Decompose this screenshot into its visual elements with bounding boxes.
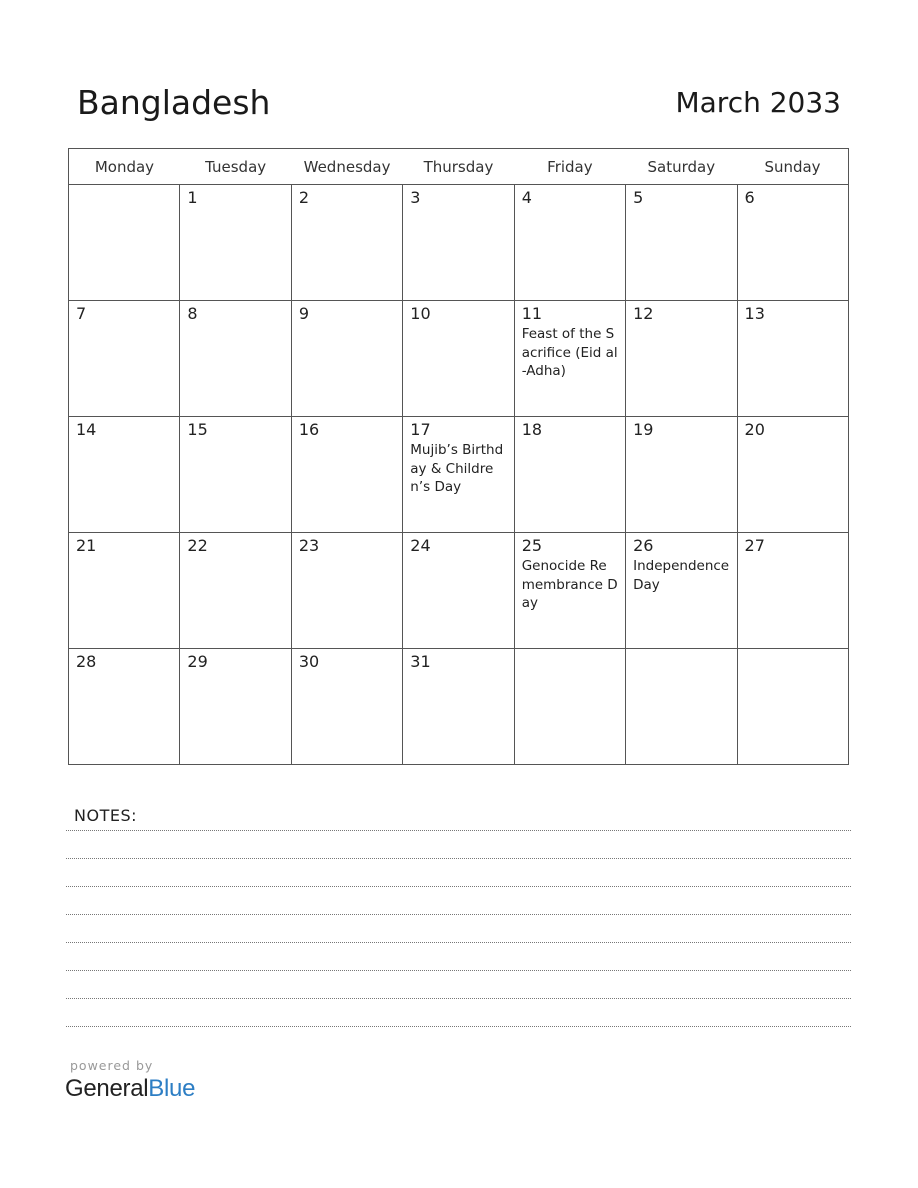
brand-text-blue: Blue [148,1075,196,1102]
weekday-header: Tuesday [180,149,291,185]
empty-day-cell [514,649,625,765]
calendar-grid [68,148,849,765]
day-cell [180,533,291,649]
note-line [66,1026,851,1027]
day-number: 28 [76,652,97,671]
day-cell [403,185,514,301]
day-cell [291,533,402,649]
day-cell [180,417,291,533]
day-cell [626,185,737,301]
empty-day-cell [626,649,737,765]
day-number: 3 [410,188,421,207]
note-line [66,830,851,831]
day-number: 25 [521,536,543,555]
weekday-header: Thursday [403,149,514,185]
day-number: 7 [76,304,87,323]
day-cell [69,649,180,765]
powered-by-text: powered by [70,1058,154,1073]
day-number: 22 [187,536,208,555]
note-line [66,970,851,971]
note-line [66,942,851,943]
day-number: 27 [744,536,765,555]
country-title: Bangladesh [77,83,271,122]
day-cell [514,417,625,533]
day-cell [626,301,737,417]
holiday-label: Mujib’s Birthday & Children’s Day [410,442,504,495]
weekday-header: Wednesday [291,149,402,185]
month-year-title: March 2033 [675,86,841,119]
day-number: 8 [187,304,198,323]
day-cell [626,417,737,533]
notes-label: NOTES: [74,806,137,825]
calendar-week-row [69,533,849,649]
day-cell [291,185,402,301]
day-number: 4 [521,188,532,207]
weekday-header: Saturday [626,149,737,185]
weekday-header-row [69,149,849,185]
note-line [66,886,851,887]
day-cell [69,533,180,649]
calendar-body [69,185,849,765]
day-cell [69,417,180,533]
day-number: 18 [521,420,543,439]
day-cell [403,301,514,417]
note-line [66,914,851,915]
empty-day-cell [69,185,180,301]
day-number: 5 [633,188,644,207]
generalblue-logo[interactable] [65,1073,195,1105]
day-number: 30 [298,652,320,671]
day-number: 26 [633,536,654,555]
weekday-header: Sunday [737,149,848,185]
holiday-label: Feast of the Sacrifice (Eid al-Adha) [521,326,618,379]
weekday-header: Friday [514,149,625,185]
day-cell [514,301,625,417]
day-number: 20 [744,420,765,439]
day-cell [514,533,625,649]
brand-text-general: General [65,1075,149,1102]
day-number: 11 [521,304,543,323]
day-number: 6 [744,188,755,207]
day-number: 1 [187,188,198,207]
day-cell [180,185,291,301]
holiday-label: Independence Day [633,558,730,593]
day-number: 14 [76,420,97,439]
day-cell [737,417,848,533]
day-number: 13 [744,304,765,323]
day-cell [180,301,291,417]
day-cell [291,417,402,533]
calendar-week-row [69,649,849,765]
calendar-week-row [69,301,849,417]
note-line [66,858,851,859]
note-line [66,998,851,999]
day-number: 2 [298,188,310,207]
calendar-week-row [69,185,849,301]
day-cell [291,649,402,765]
day-cell [403,533,514,649]
day-number: 15 [187,420,208,439]
day-cell [403,649,514,765]
day-cell [737,185,848,301]
day-number: 21 [76,536,97,555]
day-cell [69,301,180,417]
calendar-week-row [69,417,849,533]
day-cell [737,301,848,417]
day-number: 17 [410,420,431,439]
day-number: 24 [410,536,431,555]
day-cell [291,301,402,417]
day-number: 23 [298,536,320,555]
holiday-label: Genocide Remembrance Day [521,558,618,611]
day-number: 29 [187,652,208,671]
day-number: 31 [410,652,431,671]
day-number: 16 [298,420,320,439]
day-cell [626,533,737,649]
day-number: 10 [410,304,431,323]
day-number: 9 [298,304,310,323]
day-number: 19 [633,420,654,439]
day-cell [180,649,291,765]
empty-day-cell [737,649,848,765]
day-cell [514,185,625,301]
day-number: 12 [633,304,654,323]
weekday-header: Monday [69,149,180,185]
day-cell [403,417,514,533]
day-cell [737,533,848,649]
